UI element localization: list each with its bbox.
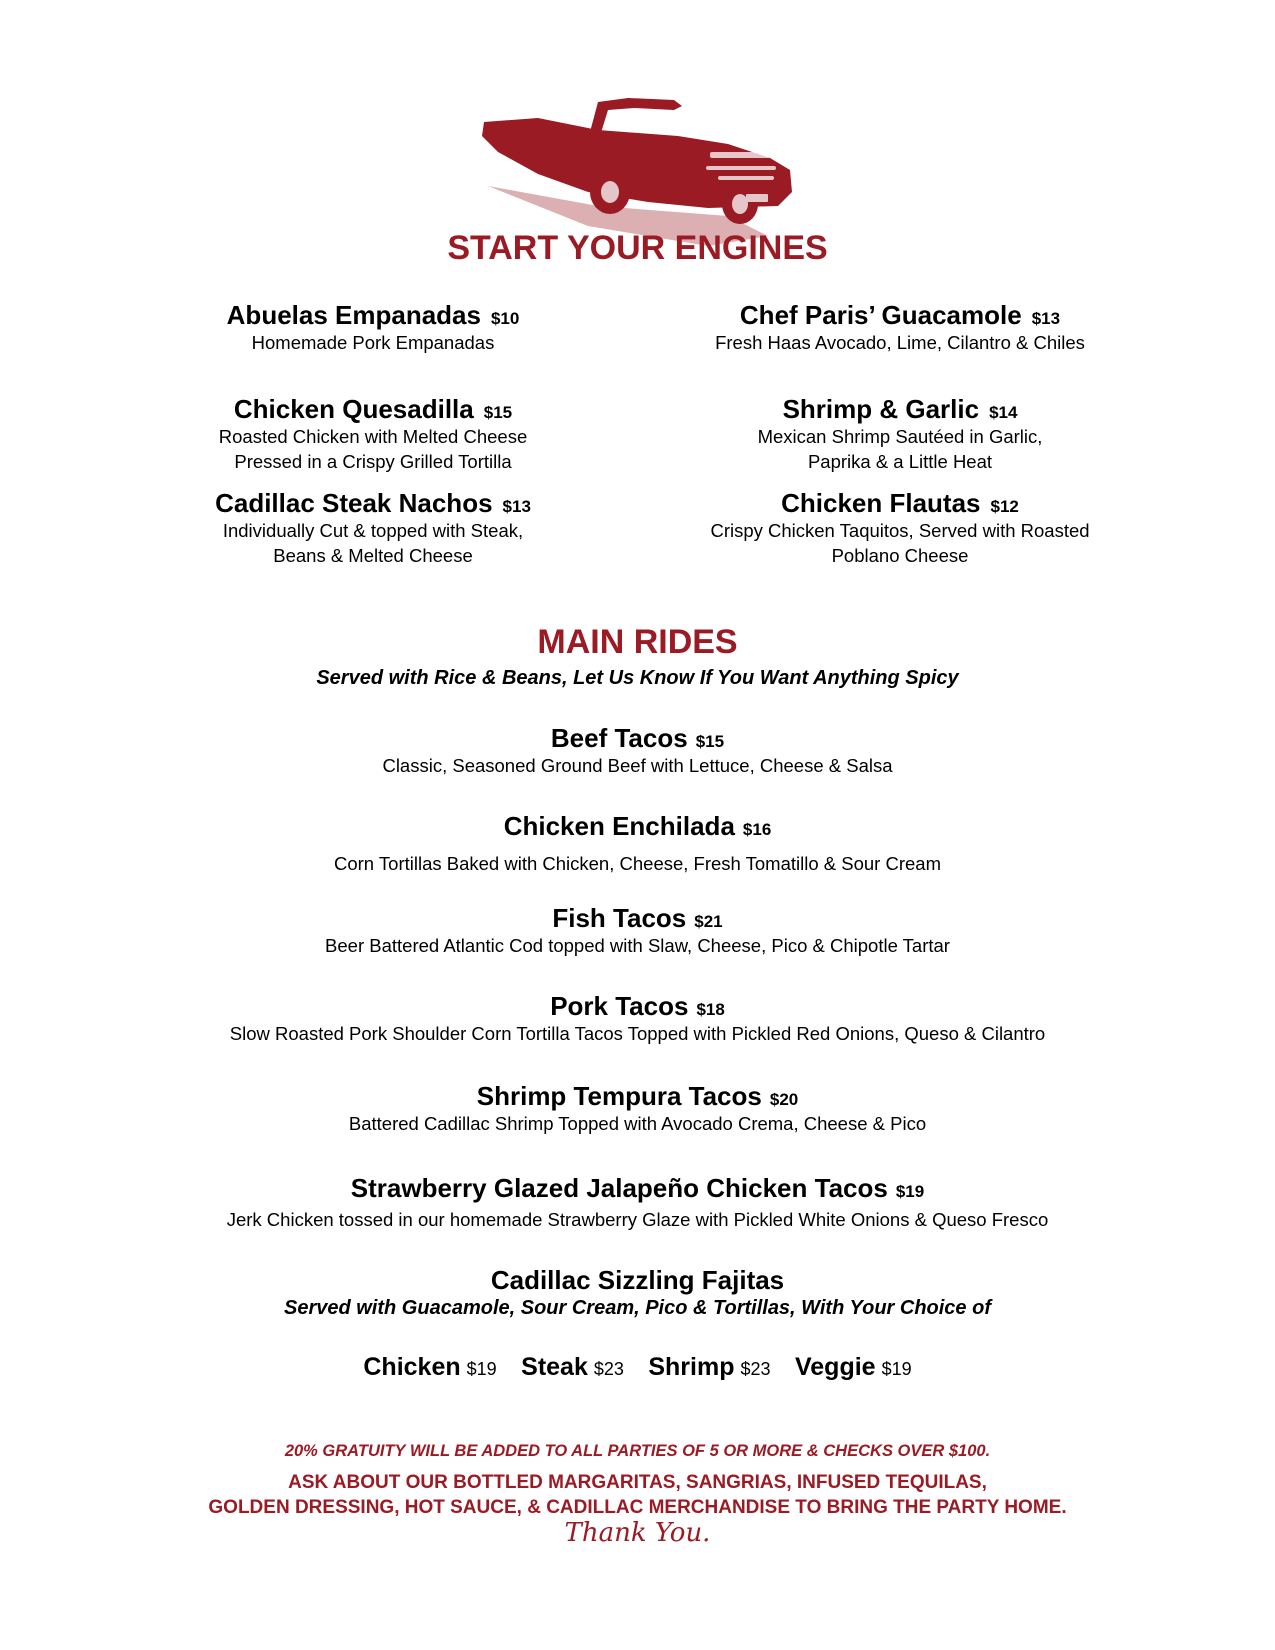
option-name: Steak	[521, 1353, 588, 1381]
item-description: Fresh Haas Avocado, Lime, Cilantro & Chiles	[715, 332, 1085, 353]
item-name: Strawberry Glazed Jalapeño Chicken Tacos	[350, 1173, 888, 1203]
fajita-option	[363, 1353, 496, 1382]
menu-item	[93, 488, 653, 582]
item-description: Slow Roasted Pork Shoulder Corn Tortilla Tacos Topped with Pickled Red Onions, Queso & Cilantro	[229, 1023, 1046, 1044]
item-description: Individually Cut & topped with Steak,	[222, 520, 524, 541]
item-description: Corn Tortillas Baked with Chicken, Cheese, Fresh Tomatillo & Sour Cream	[334, 853, 941, 874]
item-price: $20	[769, 1090, 799, 1109]
item-name: Chef Paris’ Guacamole	[739, 300, 1022, 330]
option-name: Veggie	[794, 1353, 876, 1381]
item-name: Pork Tacos	[550, 991, 689, 1021]
merchandise-notice-line: GOLDEN DRESSING, HOT SAUCE, & CADILLAC MERCHANDISE TO BRING THE PARTY HOME.	[208, 1497, 1067, 1518]
item-description: Paprika & a Little Heat	[807, 451, 993, 472]
item-price: $15	[695, 732, 725, 751]
starters-right-column	[620, 300, 1180, 582]
fajitas-subtitle: Served with Guacamole, Sour Cream, Pico & Tortillas, With Your Choice of	[283, 1297, 991, 1319]
menu-item	[93, 300, 653, 394]
section-title-mains: MAIN RIDES	[537, 623, 738, 661]
item-name: Cadillac Sizzling Fajitas	[490, 1265, 785, 1295]
menu-item	[0, 723, 1275, 778]
item-name: Chicken Flautas	[781, 488, 981, 518]
item-description: Battered Cadillac Shrimp Topped with Avocado Crema, Cheese & Pico	[348, 1113, 927, 1134]
option-price: $19	[466, 1359, 497, 1379]
item-price: $14	[989, 403, 1018, 422]
option-price: $19	[881, 1359, 912, 1379]
item-price: $13	[502, 497, 531, 516]
item-price: $19	[895, 1182, 925, 1201]
menu-item	[0, 991, 1275, 1046]
item-description: Crispy Chicken Taquitos, Served with Roasted	[710, 520, 1090, 541]
item-name: Abuelas Empanadas	[226, 300, 481, 330]
option-price: $23	[593, 1359, 624, 1379]
menu-item	[0, 903, 1275, 958]
item-name: Chicken Enchilada	[503, 811, 735, 841]
item-price: $16	[742, 820, 772, 839]
gratuity-notice: 20% GRATUITY WILL BE ADDED TO ALL PARTIES OF 5 OR MORE & CHECKS OVER $100.	[284, 1442, 991, 1460]
item-price: $10	[490, 309, 520, 328]
item-description: Pressed in a Crispy Grilled Tortilla	[234, 451, 512, 472]
item-name: Chicken Quesadilla	[233, 394, 474, 424]
item-description: Classic, Seasoned Ground Beef with Lettuce, Cheese & Salsa	[382, 755, 893, 776]
option-name: Chicken	[363, 1353, 461, 1381]
merchandise-notice	[0, 1470, 1275, 1520]
starters-left-column	[93, 300, 653, 582]
fajita-option	[648, 1353, 770, 1382]
item-description: Roasted Chicken with Melted Cheese	[218, 426, 528, 447]
menu-item	[620, 488, 1180, 582]
item-name: Cadillac Steak Nachos	[215, 488, 493, 518]
item-name: Fish Tacos	[552, 903, 687, 933]
merchandise-notice-line: ASK ABOUT OUR BOTTLED MARGARITAS, SANGRIAS, INFUSED TEQUILAS,	[288, 1472, 987, 1493]
menu-item	[0, 811, 1275, 876]
menu-item	[620, 394, 1180, 488]
item-price: $15	[483, 403, 513, 422]
item-description: Beer Battered Atlantic Cod topped with Slaw, Cheese, Pico & Chipotle Tartar	[325, 935, 950, 956]
item-description: Homemade Pork Empanadas	[251, 332, 495, 353]
item-price: $13	[1031, 309, 1061, 328]
item-price: $21	[694, 912, 723, 931]
fajita-option	[795, 1353, 912, 1382]
option-price: $23	[740, 1359, 771, 1379]
item-name: Shrimp Tempura Tacos	[476, 1081, 762, 1111]
item-description: Poblano Cheese	[831, 545, 969, 566]
item-name: Shrimp & Garlic	[782, 394, 980, 424]
mains-subtitle: Served with Rice & Beans, Let Us Know If You Want Anything Spicy	[316, 667, 959, 689]
fajitas-options	[0, 1353, 1275, 1382]
fajita-option	[521, 1353, 624, 1382]
item-price: $12	[990, 497, 1019, 516]
menu-item	[93, 394, 653, 488]
item-description: Jerk Chicken tossed in our homemade Strawberry Glaze with Pickled White Onions & Queso Fresco	[226, 1209, 1049, 1230]
convertible-car-icon	[478, 96, 798, 246]
item-description: Beans & Melted Cheese	[273, 545, 473, 566]
thank-you-signature: Thank You.	[564, 1518, 711, 1548]
menu-item	[0, 1081, 1275, 1136]
item-name: Beef Tacos	[550, 723, 688, 753]
menu-item	[620, 300, 1180, 394]
fajitas-item	[0, 1265, 1275, 1295]
menu-item	[0, 1173, 1275, 1232]
item-price: $18	[696, 1000, 725, 1019]
section-title-starters: START YOUR ENGINES	[447, 229, 828, 267]
option-name: Shrimp	[648, 1353, 735, 1381]
item-description: Mexican Shrimp Sautéed in Garlic,	[757, 426, 1043, 447]
